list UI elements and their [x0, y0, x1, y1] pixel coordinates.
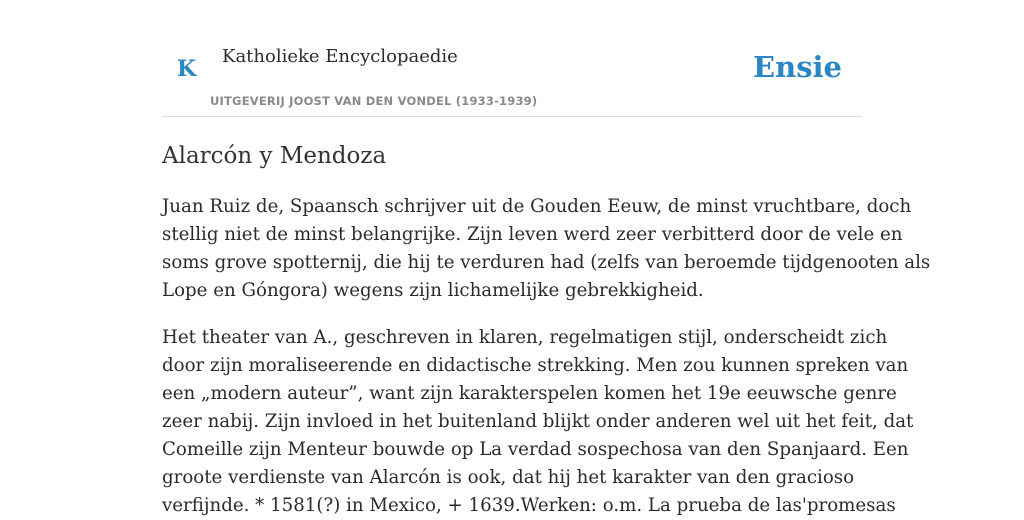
paragraph-line: Lope en Góngora) wegens zijn lichamelijke gebrekkigheid. [162, 280, 704, 301]
paragraph-line: een „modern auteur”, want zijn karakterspelen komen het 19e eeuwsche genre [162, 383, 897, 404]
site-title-link[interactable]: Katholieke Encyclopaedie [222, 46, 458, 67]
paragraph-line: Het theater van A., geschreven in klaren, regelmatigen stijl, onderscheidt zich [162, 327, 888, 348]
site-header [162, 0, 862, 117]
article-body [162, 193, 931, 520]
article-paragraph [162, 193, 931, 305]
publisher-label: UITGEVERIJ JOOST VAN DEN VONDEL (1933-1939) [210, 94, 538, 108]
paragraph-line: door zijn moraliseerende en didactische strekking. Men zou kunnen spreken van [162, 355, 909, 376]
paragraph-line: verfijnde. * 1581(?) in Mexico, + 1639.Werken: o.m. La prueba de las'promesas [162, 495, 896, 516]
paragraph-line: Juan Ruiz de, Spaansch schrijver uit de Gouden Eeuw, de minst vruchtbare, doch [162, 196, 912, 217]
article-paragraph [162, 324, 914, 520]
paragraph-line: stellig niet de minst belangrijke. Zijn leven werd zeer verbitterd door de vele en [162, 224, 903, 245]
page-container [162, 0, 931, 520]
paragraph-line: soms grove spotternij, die hij te verduren had (zelfs van beroemde tijdgenooten als [162, 252, 931, 273]
paragraph-line: zeer nabij. Zijn invloed in het buitenland blijkt onder anderen wel uit het feit, dat [162, 411, 914, 432]
paragraph-line: groote verdienste van Alarcón is ook, dat hij het karakter van den gracioso [162, 467, 855, 488]
article-title: Alarcón y Mendoza [162, 143, 387, 169]
encyclopedia-logo-k[interactable]: K [177, 56, 197, 82]
paragraph-line: Comeille zijn Menteur bouwde op La verdad sospechosa van den Spanjaard. Een [162, 439, 909, 460]
ensie-brand-link[interactable]: Ensie [753, 50, 842, 84]
